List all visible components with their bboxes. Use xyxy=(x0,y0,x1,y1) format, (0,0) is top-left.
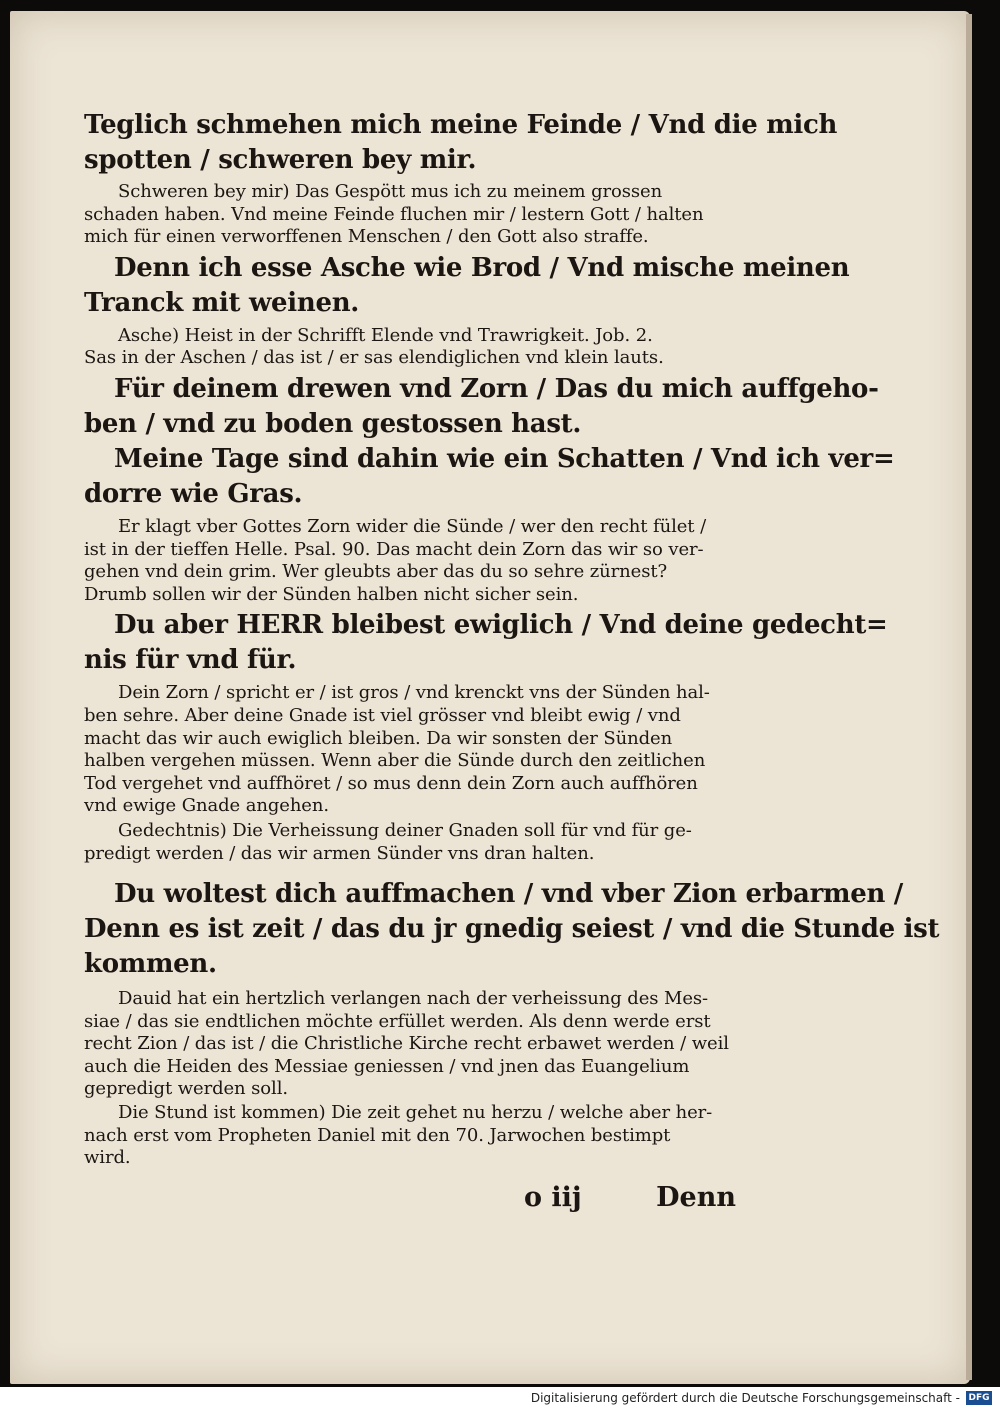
gloss-line: vnd ewige Gnade angehen. xyxy=(84,795,329,817)
verse-line: dorre wie Gras. xyxy=(84,478,303,509)
verse-line: Denn ich esse Asche wie Brod / Vnd mische meinen xyxy=(114,252,850,283)
credit-bar xyxy=(0,1387,1000,1409)
gloss-line: Tod vergehet vnd auffhöret / so mus denn dein Zorn auch auffhören xyxy=(84,772,698,794)
page-body xyxy=(84,108,940,1170)
verse-paragraph xyxy=(84,608,888,678)
gloss-line: gehen vnd dein grim. Wer gleubts aber das du so sehre zürnest? xyxy=(84,561,668,583)
gloss-line: predigt werden / das wir armen Sünder vns dran halten. xyxy=(84,842,595,864)
gloss-paragraph xyxy=(84,820,740,865)
verse-line: Denn es ist zeit / das du jr gnedig seiest / vnd die Stunde ist xyxy=(84,914,940,945)
gloss-paragraph xyxy=(84,181,740,249)
verse-paragraph xyxy=(84,108,838,178)
gloss-line: ist in der tieffen Helle. Psal. 90. Das macht dein Zorn das wir so ver- xyxy=(84,538,704,560)
verse-line: Für deinem drewen vnd Zorn / Das du mich auffgeho- xyxy=(114,373,879,404)
gloss-paragraph xyxy=(84,988,740,1101)
funding-credit: Digitalisierung gefördert durch die Deutsche Forschungsgemeinschaft - xyxy=(530,1391,960,1405)
gloss-line: Er klagt vber Gottes Zorn wider die Sünde / wer den recht fület / xyxy=(118,515,707,537)
gloss-paragraph xyxy=(84,516,740,606)
verse-line: Du woltest dich auffmachen / vnd vber Zion erbarmen / xyxy=(114,879,903,910)
page-footer xyxy=(84,1182,740,1222)
gloss-line: Dein Zorn / spricht er / ist gros / vnd krenckt vns der Sünden hal- xyxy=(118,682,710,704)
gloss-paragraph xyxy=(84,325,740,370)
verse-line: Teglich schmehen mich meine Feinde / Vnd die mich xyxy=(84,110,838,140)
gloss-line: macht das wir auch ewiglich bleiben. Da wir sonsten der Sünden xyxy=(84,727,673,749)
gloss-line: Schweren bey mir) Das Gespött mus ich zu meinem grossen xyxy=(118,181,663,202)
verse-line: Meine Tage sind dahin wie ein Schatten / Vnd ich ver= xyxy=(114,443,895,474)
gloss-paragraph xyxy=(84,682,740,818)
gloss-line: Sas in der Aschen / das ist / er sas elendiglichen vnd klein lauts. xyxy=(84,347,664,369)
verse-paragraph xyxy=(84,442,895,512)
verse-paragraph xyxy=(84,877,940,982)
gloss-line: siae / das sie endtlichen möchte erfüllet werden. Als denn werde erst xyxy=(84,1010,711,1032)
gloss-line: Dauid hat ein hertzlich verlangen nach der verheissung des Mes- xyxy=(118,988,709,1010)
verse-line: nis für vnd für. xyxy=(84,645,297,676)
signature-mark: o iij xyxy=(524,1182,582,1213)
gloss-line: halben vergehen müssen. Wenn aber die Sünde durch den zeitlichen xyxy=(84,750,706,772)
gloss-line: Die Stund ist kommen) Die zeit gehet nu herzu / welche aber her- xyxy=(118,1102,713,1124)
verse-paragraph xyxy=(84,251,850,321)
gloss-line: nach erst vom Propheten Daniel mit den 70. Jarwochen bestimpt xyxy=(84,1124,671,1146)
verse-paragraph xyxy=(84,372,879,442)
gloss-line: wird. xyxy=(84,1147,131,1169)
verse-line: kommen. xyxy=(84,949,217,980)
gloss-line: Asche) Heist in der Schrifft Elende vnd Trawrigkeit. Job. 2. xyxy=(118,324,653,346)
gloss-line: mich für einen verworffenen Menschen / den Gott also straffe. xyxy=(84,226,649,248)
verse-line: ben / vnd zu boden gestossen hast. xyxy=(84,408,582,439)
gloss-line: gepredigt werden soll. xyxy=(84,1078,288,1100)
gloss-line: Drumb sollen wir der Sünden halben nicht sicher sein. xyxy=(84,583,579,605)
gloss-line: auch die Heiden des Messiae geniessen / vnd jnen das Euangelium xyxy=(84,1055,690,1077)
catchword: Denn xyxy=(656,1182,736,1213)
verse-line: Tranck mit weinen. xyxy=(84,287,360,318)
gloss-line: Gedechtnis) Die Verheissung deiner Gnaden soll für vnd für ge- xyxy=(118,819,692,841)
gloss-line: recht Zion / das ist / die Christliche Kirche recht erbawet werden / weil xyxy=(84,1033,729,1055)
gloss-line: schaden haben. Vnd meine Feinde fluchen mir / lestern Gott / halten xyxy=(84,203,704,225)
verse-line: spotten / schweren bey mir. xyxy=(84,145,477,175)
verse-line: Du aber HERR bleibest ewiglich / Vnd deine gedecht= xyxy=(114,610,888,641)
page-edge xyxy=(966,14,972,1380)
dfg-logo: DFG xyxy=(966,1391,992,1405)
gloss-line: ben sehre. Aber deine Gnade ist viel grösser vnd bleibt ewig / vnd xyxy=(84,704,681,726)
gloss-paragraph xyxy=(84,1102,740,1170)
